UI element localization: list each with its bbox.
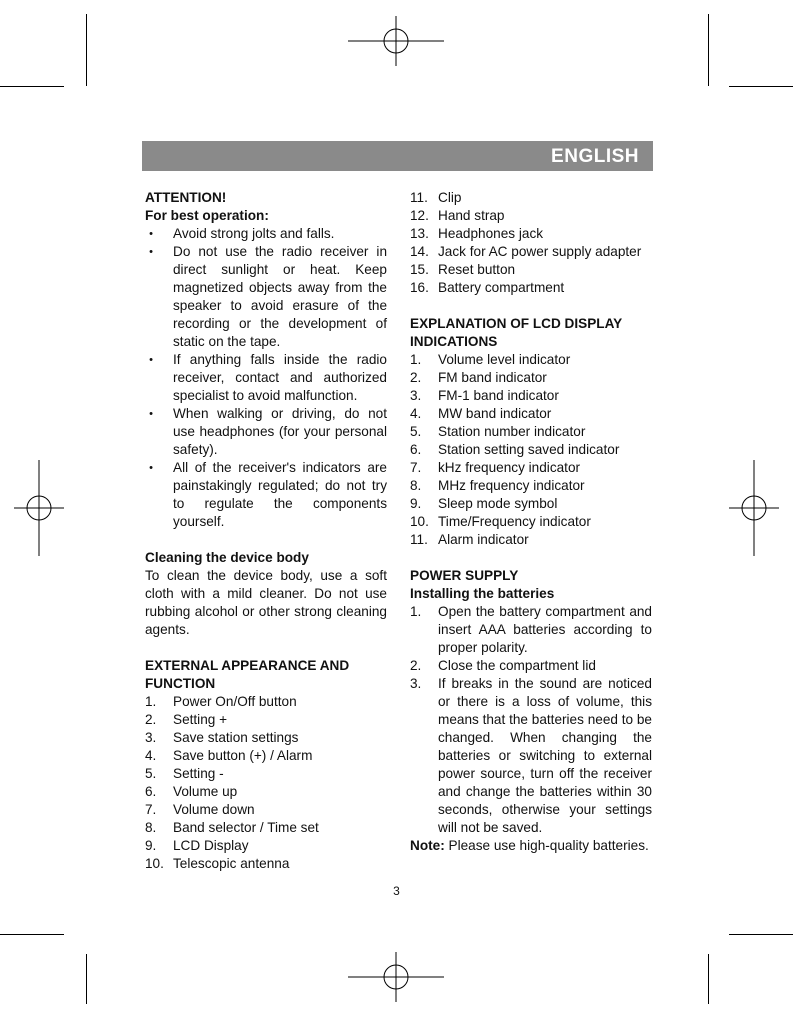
item-number: 2. xyxy=(145,712,157,727)
function-item xyxy=(145,801,387,819)
function-item xyxy=(410,225,652,243)
function-item xyxy=(145,783,387,801)
lcd-explanation-title: EXPLANATION OF LCD DISPLAY INDICATIONS xyxy=(410,316,622,349)
item-number: 8. xyxy=(145,820,157,835)
item-text: Open the battery compartment and insert AAA batteries according to proper polarity. xyxy=(438,604,652,655)
installing-batteries-title: Installing the batteries xyxy=(410,586,555,601)
item-text: Sleep mode symbol xyxy=(438,496,558,511)
lcd-indication-list xyxy=(410,351,652,549)
lcd-indication-item xyxy=(410,387,652,405)
lcd-indication-item xyxy=(410,441,652,459)
attention-bullet-list xyxy=(145,225,387,531)
registration-mark-icon xyxy=(348,16,444,66)
lcd-indication-item xyxy=(410,423,652,441)
bullet-text: Avoid strong jolts and falls. xyxy=(173,226,335,241)
note-paragraph xyxy=(410,837,652,855)
bullet-item xyxy=(145,405,387,459)
item-number: 3. xyxy=(145,730,157,745)
item-number: 3. xyxy=(410,388,422,403)
crop-mark xyxy=(86,954,87,1004)
lcd-indication-item xyxy=(410,495,652,513)
bullet-text: If anything falls inside the radio receiver, contact and authorized specialist to avoid malfunction. xyxy=(173,352,387,403)
bullet-item xyxy=(145,459,387,531)
language-header: ENGLISH xyxy=(142,141,653,171)
attention-title: ATTENTION! xyxy=(145,190,227,205)
cleaning-title: Cleaning the device body xyxy=(145,550,309,565)
item-number: 1. xyxy=(410,604,422,619)
bullet-text: Do not use the radio receiver in direct sunlight or heat. Keep magnetized objects away from the speaker to avoid erasure of the recording or the development of static on the tape. xyxy=(173,244,387,349)
function-item xyxy=(145,837,387,855)
battery-step-item xyxy=(410,675,652,837)
item-text: Station number indicator xyxy=(438,424,586,439)
item-number: 10. xyxy=(410,514,429,529)
item-text: Battery compartment xyxy=(438,280,565,295)
crop-mark xyxy=(86,14,87,86)
note-label: Note: xyxy=(410,838,445,853)
item-number: 10. xyxy=(145,856,164,871)
item-number: 3. xyxy=(410,676,422,691)
bullet-icon: • xyxy=(149,246,153,258)
item-number: 13. xyxy=(410,226,429,241)
power-supply-title: POWER SUPPLY xyxy=(410,568,519,583)
item-number: 2. xyxy=(410,658,422,673)
function-item xyxy=(145,729,387,747)
page-number: 3 xyxy=(393,884,400,898)
battery-step-list xyxy=(410,603,652,837)
function-item xyxy=(145,711,387,729)
bullet-icon: • xyxy=(149,462,153,474)
item-text: Hand strap xyxy=(438,208,505,223)
item-number: 1. xyxy=(145,694,157,709)
item-text: Time/Frequency indicator xyxy=(438,514,591,529)
bullet-icon: • xyxy=(149,228,153,240)
item-number: 5. xyxy=(145,766,157,781)
item-text: Clip xyxy=(438,190,462,205)
bullet-item xyxy=(145,225,387,243)
item-number: 12. xyxy=(410,208,429,223)
function-item xyxy=(145,819,387,837)
crop-mark xyxy=(708,954,709,1004)
item-text: Band selector / Time set xyxy=(173,820,319,835)
registration-mark-icon xyxy=(729,460,779,556)
bullet-item xyxy=(145,351,387,405)
item-number: 16. xyxy=(410,280,429,295)
item-text: If breaks in the sound are noticed or there is a loss of volume, this means that the batteries need to be changed. When changing the batteries or switching to external power source, turn off the receiver and change the batteries within 30 seconds, otherwise your settings will not be saved. xyxy=(438,676,652,835)
left-column xyxy=(145,189,387,873)
item-number: 6. xyxy=(410,442,422,457)
item-text: Volume level indicator xyxy=(438,352,571,367)
function-item xyxy=(410,243,652,261)
function-item xyxy=(145,693,387,711)
item-text: Telescopic antenna xyxy=(173,856,290,871)
crop-mark xyxy=(0,86,64,87)
item-text: Alarm indicator xyxy=(438,532,529,547)
registration-mark-icon xyxy=(14,460,64,556)
item-number: 11. xyxy=(410,532,428,547)
lcd-indication-item xyxy=(410,531,652,549)
item-number: 14. xyxy=(410,244,429,259)
note-text: Please use high-quality batteries. xyxy=(444,838,649,853)
item-number: 9. xyxy=(145,838,157,853)
lcd-indication-item xyxy=(410,477,652,495)
item-text: Save button (+) / Alarm xyxy=(173,748,313,763)
item-text: FM band indicator xyxy=(438,370,547,385)
lcd-indication-item xyxy=(410,405,652,423)
lcd-indication-item xyxy=(410,459,652,477)
item-number: 4. xyxy=(145,748,157,763)
item-text: MW band indicator xyxy=(438,406,552,421)
lcd-indication-item xyxy=(410,351,652,369)
function-item xyxy=(410,207,652,225)
cleaning-text: To clean the device body, use a soft cloth with a mild cleaner. Do not use rubbing alcohol or other strong cleaning agents. xyxy=(145,568,387,637)
battery-step-item xyxy=(410,603,652,657)
bullet-text: When walking or driving, do not use headphones (for your personal safety). xyxy=(173,406,387,457)
item-text: LCD Display xyxy=(173,838,249,853)
item-text: Close the compartment lid xyxy=(438,658,596,673)
item-number: 7. xyxy=(410,460,422,475)
bullet-item xyxy=(145,243,387,351)
item-text: Jack for AC power supply adapter xyxy=(438,244,642,259)
function-item xyxy=(145,855,387,873)
external-appearance-title: EXTERNAL APPEARANCE AND FUNCTION xyxy=(145,658,350,691)
function-item xyxy=(145,747,387,765)
bullet-icon: • xyxy=(149,408,153,420)
function-item xyxy=(410,189,652,207)
function-item xyxy=(410,261,652,279)
crop-mark xyxy=(708,14,709,86)
item-text: Setting + xyxy=(173,712,228,727)
item-number: 4. xyxy=(410,406,422,421)
item-number: 11. xyxy=(410,190,428,205)
item-number: 9. xyxy=(410,496,422,511)
item-number: 2. xyxy=(410,370,422,385)
bullet-icon: • xyxy=(149,354,153,366)
crop-mark xyxy=(729,934,793,935)
crop-mark xyxy=(729,86,793,87)
item-text: Volume down xyxy=(173,802,255,817)
best-operation-title: For best operation: xyxy=(145,208,269,223)
bullet-text: All of the receiver's indicators are painstakingly regulated; do not try to regulate the components yourself. xyxy=(173,460,387,529)
battery-step-item xyxy=(410,657,652,675)
lcd-indication-item xyxy=(410,369,652,387)
crop-mark xyxy=(0,934,64,935)
item-number: 6. xyxy=(145,784,157,799)
item-text: Reset button xyxy=(438,262,516,277)
item-number: 15. xyxy=(410,262,429,277)
item-number: 7. xyxy=(145,802,157,817)
function-list xyxy=(145,693,387,873)
function-item xyxy=(410,279,652,297)
item-number: 8. xyxy=(410,478,422,493)
item-text: Power On/Off button xyxy=(173,694,297,709)
item-text: Save station settings xyxy=(173,730,299,745)
item-number: 5. xyxy=(410,424,422,439)
function-item xyxy=(145,765,387,783)
right-column xyxy=(410,189,652,855)
function-list-continued xyxy=(410,189,652,297)
item-text: MHz frequency indicator xyxy=(438,478,585,493)
item-text: kHz frequency indicator xyxy=(438,460,581,475)
lcd-indication-item xyxy=(410,513,652,531)
item-text: Headphones jack xyxy=(438,226,544,241)
item-text: Volume up xyxy=(173,784,238,799)
item-text: Setting - xyxy=(173,766,224,781)
registration-mark-icon xyxy=(348,952,444,1002)
item-text: FM-1 band indicator xyxy=(438,388,559,403)
item-text: Station setting saved indicator xyxy=(438,442,620,457)
item-number: 1. xyxy=(410,352,422,367)
